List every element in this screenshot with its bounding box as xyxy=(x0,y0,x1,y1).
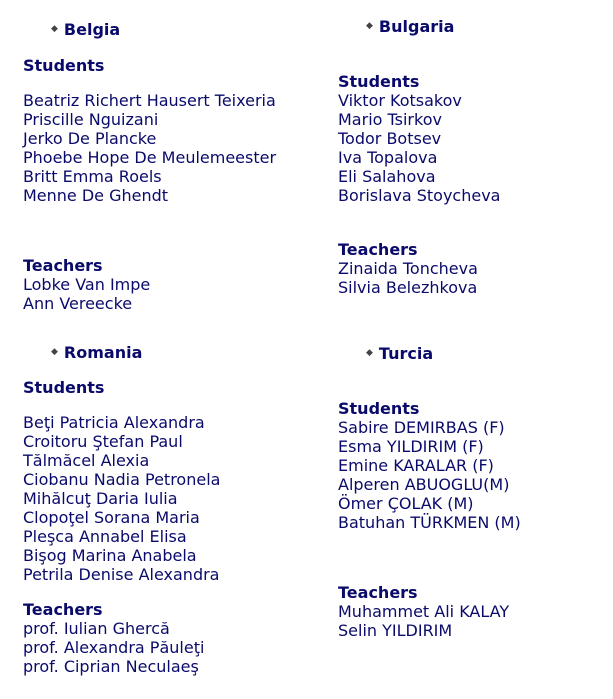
bullet-icon: ◆ xyxy=(51,347,58,357)
teachers-list-turcia xyxy=(338,602,509,640)
students-list-turcia xyxy=(338,418,521,532)
list-item: Jerko De Plancke xyxy=(23,129,157,148)
list-item: Alperen ABUOGLU(M) xyxy=(338,475,510,494)
list-item: Lobke Van Impe xyxy=(23,275,151,294)
list-item: Petrila Denise Alexandra xyxy=(23,565,220,584)
teachers-list-belgia xyxy=(23,275,150,313)
list-item: Emine KARALAR (F) xyxy=(338,456,494,475)
list-item: Britt Emma Roels xyxy=(23,167,162,186)
list-item: Viktor Kotsakov xyxy=(338,91,462,110)
list-item: prof. Ciprian Neculaeş xyxy=(23,657,199,676)
list-item: Eli Salahova xyxy=(338,167,436,186)
list-item: Beatriz Richert Hausert Teixeria xyxy=(23,91,276,110)
teachers-list-bulgaria xyxy=(338,259,478,297)
list-item: Clopoţel Sorana Maria xyxy=(23,508,200,527)
list-item: Bişog Marina Anabela xyxy=(23,546,197,565)
list-item: Beţi Patricia Alexandra xyxy=(23,413,205,432)
list-item: Mario Tsirkov xyxy=(338,110,442,129)
bullet-icon: ◆ xyxy=(366,21,373,31)
country-title-turcia xyxy=(366,344,433,363)
list-item: Borislava Stoycheva xyxy=(338,186,501,205)
country-name: Belgia xyxy=(63,20,121,39)
students-list-romania xyxy=(23,413,220,584)
teachers-heading-romania: Teachers xyxy=(23,600,103,619)
list-item: Pleşca Annabel Elisa xyxy=(23,527,187,546)
teachers-list-romania xyxy=(23,619,204,676)
list-item: Tălmăcel Alexia xyxy=(23,451,150,470)
list-item: Mihălcuţ Daria Iulia xyxy=(23,489,178,508)
country-name: Bulgaria xyxy=(378,17,455,36)
list-item: prof. Alexandra Păuleţi xyxy=(23,638,205,657)
list-item: Batuhan TÜRKMEN (M) xyxy=(338,513,521,532)
list-item: Menne De Ghendt xyxy=(23,186,169,205)
students-heading-bulgaria: Students xyxy=(338,72,420,91)
list-item: Sabire DEMIRBAS (F) xyxy=(338,418,505,437)
list-item: Ann Vereecke xyxy=(23,294,133,313)
list-item: Priscille Nguizani xyxy=(23,110,159,129)
country-name: Romania xyxy=(63,343,143,362)
list-item: Ömer ÇOLAK (M) xyxy=(338,494,474,513)
list-item: Zinaida Toncheva xyxy=(338,259,478,278)
students-list-bulgaria xyxy=(338,91,500,205)
teachers-heading-belgia: Teachers xyxy=(23,256,103,275)
students-heading-belgia: Students xyxy=(23,56,105,75)
country-title-bulgaria xyxy=(366,17,454,36)
bullet-icon: ◆ xyxy=(366,348,373,358)
country-title-belgia xyxy=(51,20,120,39)
list-item: Croitoru Ştefan Paul xyxy=(23,432,183,451)
list-item: Muhammet Ali KALAY xyxy=(338,602,510,621)
list-item: Selin YILDIRIM xyxy=(338,621,453,640)
bullet-icon: ◆ xyxy=(51,24,58,34)
list-item: Todor Botsev xyxy=(338,129,442,148)
students-heading-turcia: Students xyxy=(338,399,420,418)
list-item: Phoebe Hope De Meulemeester xyxy=(23,148,277,167)
country-name: Turcia xyxy=(378,344,434,363)
list-item: Iva Topalova xyxy=(338,148,438,167)
country-title-romania xyxy=(51,343,142,362)
teachers-heading-turcia: Teachers xyxy=(338,583,418,602)
teachers-heading-bulgaria: Teachers xyxy=(338,240,418,259)
students-list-belgia xyxy=(23,91,276,205)
list-item: Silvia Belezhkova xyxy=(338,278,478,297)
list-item: prof. Iulian Ghercă xyxy=(23,619,170,638)
list-item: Esma YILDIRIM (F) xyxy=(338,437,484,456)
list-item: Ciobanu Nadia Petronela xyxy=(23,470,221,489)
students-heading-romania: Students xyxy=(23,378,105,397)
